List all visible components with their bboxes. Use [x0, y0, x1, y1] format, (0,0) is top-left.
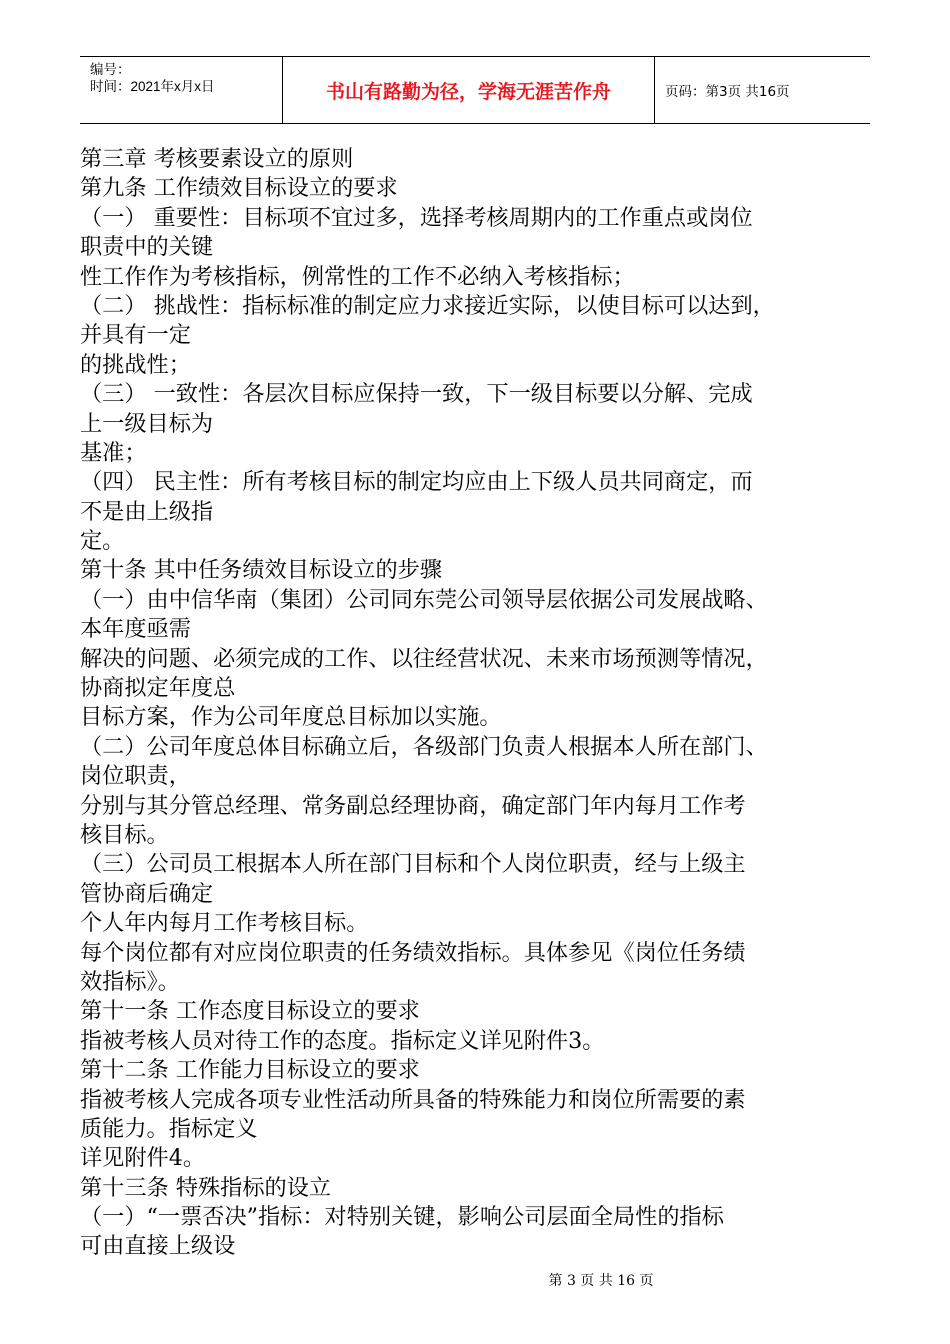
motto-text: 书山有路勤为径，学海无涯苦作舟: [325, 80, 611, 103]
body-line: 第十二条 工作能力目标设立的要求: [80, 1057, 420, 1084]
body-line: 第十一条 工作态度目标设立的要求: [80, 998, 420, 1025]
body-line: （一）“一票否决”指标：对特别关键，影响公司层面全局性的指标: [80, 1204, 724, 1231]
body-line: 不是由上级指: [80, 498, 214, 525]
body-line: 第九条 工作绩效目标设立的要求: [80, 175, 398, 202]
header-motto-cell: [283, 57, 655, 123]
body-line: 可由直接上级设: [80, 1233, 236, 1260]
body-line: 目标方案，作为公司年度总目标加以实施。: [80, 704, 502, 731]
body-line: 性工作作为考核指标，例常性的工作不必纳入考核指标；: [80, 263, 635, 290]
body-line: 本年度亟需: [80, 616, 191, 643]
body-line: （一） 重要性：目标项不宜过多，选择考核周期内的工作重点或岗位: [80, 204, 753, 231]
date-line: 时间：2021年x月x日: [90, 79, 215, 94]
body-line: （三）公司员工根据本人所在部门目标和个人岗位职责，经与上级主: [80, 851, 746, 878]
body-line: 质能力。指标定义: [80, 1115, 258, 1142]
body-line: 职责中的关键: [80, 234, 214, 261]
body-line: 的挑战性；: [80, 351, 191, 378]
page-info: 页码：第3页 共16页: [665, 84, 790, 100]
body-line: （三） 一致性：各层次目标应保持一致，下一级目标要以分解、完成: [80, 381, 753, 408]
body-line: （一）由中信华南（集团）公司同东莞公司领导层依据公司发展战略、: [80, 586, 768, 613]
body-line: 基准；: [80, 439, 147, 466]
body-line: 第十条 其中任务绩效目标设立的步骤: [80, 557, 443, 584]
document-header: [80, 56, 870, 124]
page-footer: [0, 1270, 950, 1290]
serial-number-label: 编号：: [90, 62, 131, 77]
body-line: （四） 民主性：所有考核目标的制定均应由上下级人员共同商定，而: [80, 469, 753, 496]
body-line: 协商拟定年度总: [80, 675, 236, 702]
body-line: 分别与其分管总经理、常务副总经理协商，确定部门年内每月工作考: [80, 792, 746, 819]
body-line: 指被考核人员对待工作的态度。指标定义详见附件3。: [80, 1027, 605, 1054]
body-line: 每个岗位都有对应岗位职责的任务绩效指标。具体参见《岗位任务绩: [80, 939, 746, 966]
body-line: 个人年内每月工作考核目标。: [80, 910, 369, 937]
footer-page-number: 第 3 页 共 16 页: [548, 1273, 654, 1289]
body-line: 核目标。: [80, 821, 169, 848]
document-body: [80, 145, 892, 1262]
body-line: 上一级目标为: [80, 410, 214, 437]
body-line: 岗位职责，: [80, 763, 191, 790]
body-line: 效指标》。: [80, 968, 180, 995]
header-meta-cell: [80, 57, 283, 123]
body-line: 详见附件4。: [80, 1145, 206, 1172]
body-line: 指被考核人完成各项专业性活动所具备的特殊能力和岗位所需要的素: [80, 1086, 746, 1113]
body-line: 解决的问题、必须完成的工作、以往经营状况、未来市场预测等情况，: [80, 645, 768, 672]
body-line: （二）公司年度总体目标确立后，各级部门负责人根据本人所在部门、: [80, 733, 768, 760]
body-line: 定。: [80, 528, 125, 555]
body-line: 第十三条 特殊指标的设立: [80, 1174, 332, 1201]
body-line: 第三章 考核要素设立的原则: [80, 146, 354, 172]
body-line: 管协商后确定: [80, 880, 214, 907]
header-page-cell: [655, 57, 870, 123]
body-line: 并具有一定: [80, 322, 191, 349]
body-line: （二） 挑战性：指标标准的制定应力求接近实际，以使目标可以达到，: [80, 292, 775, 319]
